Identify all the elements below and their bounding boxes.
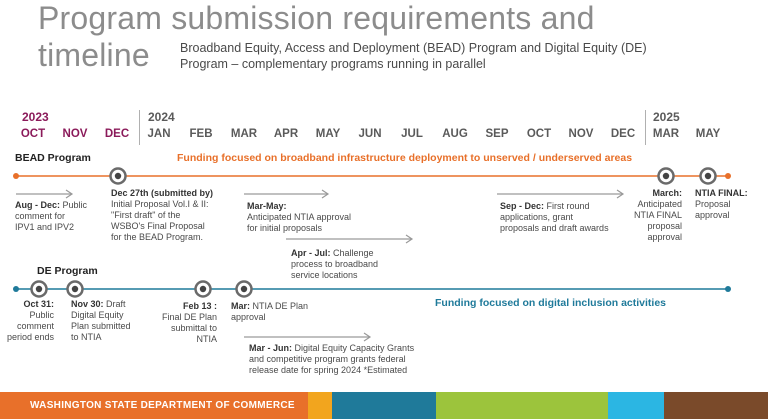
month-apr-2024: APR bbox=[273, 128, 299, 140]
de-program-label: DE Program bbox=[37, 265, 98, 277]
footer-segment-gold bbox=[308, 392, 332, 419]
bead-event-sep-dec: Sep - Dec: First round applications, grant proposals and draft awards bbox=[500, 201, 609, 233]
bead-milestone-march bbox=[659, 169, 674, 184]
month-oct-2023: OCT bbox=[20, 128, 46, 140]
subtitle-line-2: Program – complementary programs running in parallel bbox=[180, 57, 486, 71]
month-oct-2024: OCT bbox=[526, 128, 552, 140]
bead-end-dot bbox=[725, 173, 731, 179]
de-start-dot bbox=[13, 286, 19, 292]
footer-segment-green bbox=[436, 392, 608, 419]
month-jan-2024: JAN bbox=[147, 128, 171, 140]
arrow-mar-jun bbox=[244, 333, 370, 341]
arrow-sep-dec bbox=[497, 190, 623, 198]
bead-event-dec27: Dec 27th (submitted by) Initial Proposal Vol.I & II: "First draft" of the WSBO's Final Proposal for the BEAD Program. bbox=[111, 188, 214, 242]
month-dec-2024: DEC bbox=[610, 128, 636, 140]
de-event-nov30: Nov 30: Draft Digital Equity Plan submitted to NTIA bbox=[71, 299, 131, 342]
footer-organization-name: WASHINGTON STATE DEPARTMENT OF COMMERCE bbox=[30, 400, 295, 411]
month-nov-2024: NOV bbox=[568, 128, 594, 140]
footer-segment-blue bbox=[608, 392, 664, 419]
month-dec-2023: DEC bbox=[104, 128, 130, 140]
de-end-dot bbox=[725, 286, 731, 292]
month-mar-2025: MAR bbox=[652, 128, 680, 140]
month-feb-2024: FEB bbox=[189, 128, 213, 140]
arrow-mar-may bbox=[244, 190, 328, 198]
month-aug-2024: AUG bbox=[442, 128, 468, 140]
de-milestone-nov30 bbox=[68, 282, 83, 297]
bead-event-ntia-final: NTIA FINAL: Proposal approval bbox=[695, 188, 748, 220]
month-sep-2024: SEP bbox=[485, 128, 509, 140]
de-focus-text: Funding focused on digital inclusion activities bbox=[435, 297, 667, 309]
bead-focus-text: Funding focused on broadband infrastructure deployment to unserved / underserved areas bbox=[177, 152, 633, 164]
de-milestone-oct31 bbox=[32, 282, 47, 297]
bead-event-apr-jul: Apr - Jul: Challenge process to broadband service locations bbox=[291, 248, 379, 280]
month-may-2025: MAY bbox=[695, 128, 721, 140]
month-jun-2024: JUN bbox=[358, 128, 382, 140]
bead-milestone-dec27 bbox=[111, 169, 126, 184]
de-event-mar: Mar: NTIA DE Plan approval bbox=[231, 301, 309, 322]
bead-event-mar-may: Mar-May: Anticipated NTIA approval for initial proposals bbox=[247, 201, 352, 233]
year-2023: 2023 bbox=[22, 110, 49, 124]
month-may-2024: MAY bbox=[315, 128, 341, 140]
de-event-mar-jun: Mar - Jun: Digital Equity Capacity Grants and competitive program grants federal release date for spring 2024 *Estimated bbox=[249, 343, 415, 375]
bead-milestone-ntia-final bbox=[701, 169, 716, 184]
title-line-1: Program submission requirements and bbox=[38, 0, 595, 36]
bead-start-dot bbox=[13, 173, 19, 179]
year-2025: 2025 bbox=[653, 110, 680, 124]
subtitle-line-1: Broadband Equity, Access and Deployment (BEAD) Program and Digital Equity (DE) bbox=[180, 41, 647, 55]
footer-segment-brown bbox=[664, 392, 768, 419]
de-milestone-feb13 bbox=[196, 282, 211, 297]
arrow-apr-jul bbox=[286, 235, 412, 243]
bead-event-aug-dec: Aug - Dec: Public comment for IPV1 and IPV2 bbox=[15, 200, 88, 232]
month-nov-2023: NOV bbox=[62, 128, 88, 140]
de-milestone-mar bbox=[237, 282, 252, 297]
year-2024: 2024 bbox=[148, 110, 175, 124]
footer-segment-teal bbox=[332, 392, 436, 419]
month-jul-2024: JUL bbox=[401, 128, 423, 140]
month-mar-2024: MAR bbox=[230, 128, 258, 140]
bead-program-label: BEAD Program bbox=[15, 152, 91, 164]
bead-event-march: March: Anticipated NTIA FINAL proposal approval bbox=[633, 188, 682, 242]
de-event-feb13: Feb 13 : Final DE Plan submittal to NTIA bbox=[161, 301, 217, 344]
title-line-2: timeline bbox=[38, 37, 150, 73]
de-event-oct31: Oct 31: Public comment period ends bbox=[6, 299, 54, 342]
arrow-aug-dec bbox=[16, 190, 72, 198]
